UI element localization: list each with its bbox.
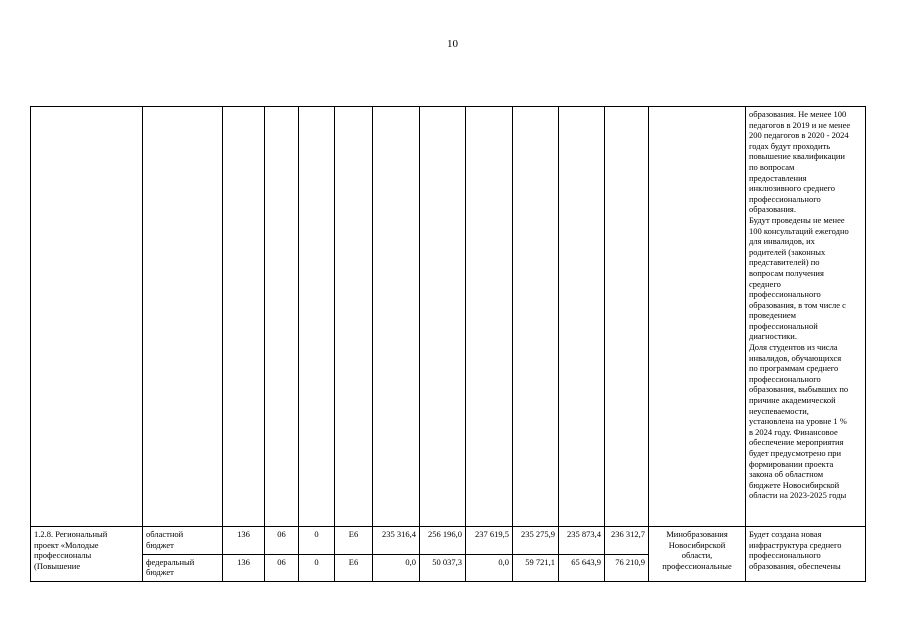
year-value: 76 210,9	[605, 554, 649, 582]
year-value: 256 196,0	[420, 527, 466, 555]
subsection-code: 0	[299, 554, 335, 582]
year-value: 235 873,4	[559, 527, 605, 555]
measure-name: 1.2.8. Региональный проект «Молодые профессионалы (Повышение	[34, 529, 108, 571]
cell-empty	[335, 107, 373, 527]
cell-empty	[373, 107, 420, 527]
program-table	[30, 106, 866, 582]
cell-empty	[513, 107, 559, 527]
expected-result-text: образования. Не менее 100 педагогов в 2019 и не менее 200 педагогов в 2020 - 2024 годах будут проходить повышение квалификации по вопросам предоставления инклюзивного среднего профессионального образования. Будут проведены не менее 100 консультаций ежегодно для инвалидов, их родителей (законных представителей) по вопросам получения среднего профессионального образования, в том числе с проведением профессиональной диагностики. Доля студентов из числа инвалидов, обучающихся по программам среднего профессионального образования, выбывших по причине академической неуспеваемости, установлена на уровне 1 % в 2024 году. Финансовое обеспечение мероприятия будет предусмотрено при формировании проекта закона об областном бюджете Новосибирской области на 2023-2025 годы	[746, 107, 866, 527]
cell-empty	[299, 107, 335, 527]
year-value: 50 037,3	[420, 554, 466, 582]
grbs-code: 136	[223, 527, 265, 555]
section-code: 06	[265, 554, 299, 582]
cell-empty	[649, 107, 746, 527]
year-value: 237 619,5	[466, 527, 513, 555]
year-value: 59 721,1	[513, 554, 559, 582]
subsection-code: 0	[299, 527, 335, 555]
cell-empty	[559, 107, 605, 527]
cell-empty	[265, 107, 299, 527]
cell-empty	[223, 107, 265, 527]
target-code: E6	[335, 554, 373, 582]
continuation-row	[31, 107, 866, 527]
target-code: E6	[335, 527, 373, 555]
cell-empty	[31, 107, 143, 527]
executor-cell	[649, 527, 746, 582]
measure-name-cell	[31, 527, 143, 582]
cell-empty	[420, 107, 466, 527]
cell-empty	[466, 107, 513, 527]
page-number: 10	[447, 38, 458, 50]
year-value: 0,0	[373, 554, 420, 582]
grbs-code: 136	[223, 554, 265, 582]
year-value: 0,0	[466, 554, 513, 582]
cell-empty	[605, 107, 649, 527]
year-value: 65 643,9	[559, 554, 605, 582]
expected-result-cell	[746, 527, 866, 582]
project-row-regional	[31, 527, 866, 555]
funding-source: областной бюджет	[143, 527, 223, 555]
cell-empty	[143, 107, 223, 527]
year-value: 235 275,9	[513, 527, 559, 555]
section-code: 06	[265, 527, 299, 555]
executor: Минобразования Новосибирской области, профессиональные	[662, 529, 732, 571]
expected-result-text: Будет создана новая инфраструктура среднего профессионального образования, обеспечены	[749, 529, 842, 571]
funding-source: федеральный бюджет	[143, 554, 223, 582]
year-value: 236 312,7	[605, 527, 649, 555]
year-value: 235 316,4	[373, 527, 420, 555]
